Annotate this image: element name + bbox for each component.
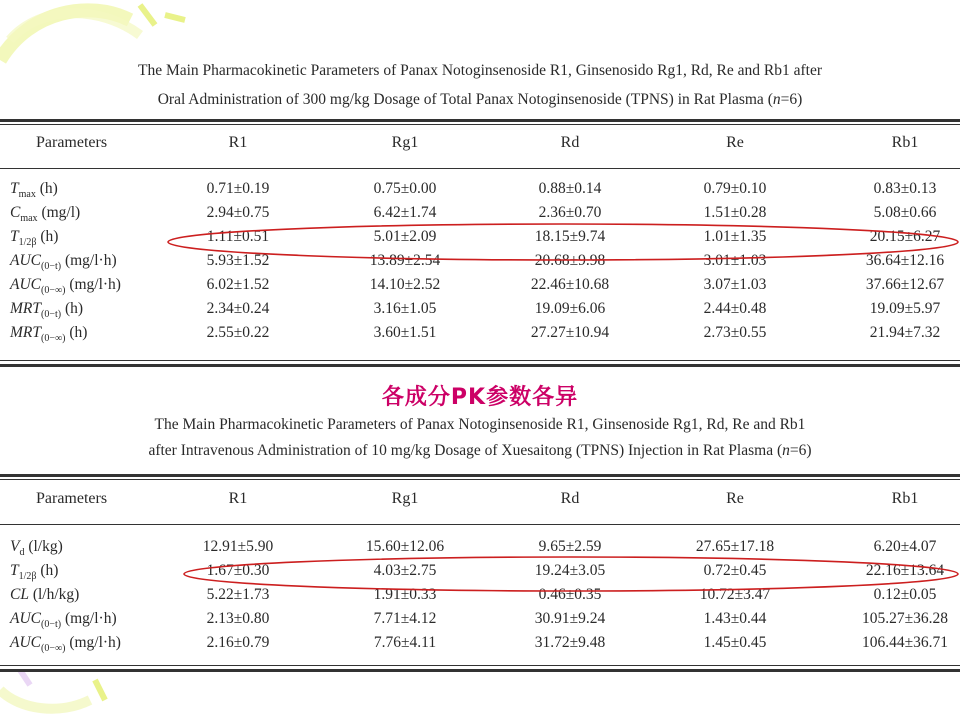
parameter-label: $C_{max}$ (mg/l) <box>10 204 81 225</box>
table-cell: 14.10±2.52 <box>369 276 441 293</box>
table-row <box>0 610 960 634</box>
parameter-label: $AUC_{(0-\infty)}$ (mg/l·h) <box>10 276 121 297</box>
header-re: Re <box>726 134 744 151</box>
table-cell: 0.79±0.10 <box>703 180 767 197</box>
table-cell: 19.09±5.97 <box>869 300 941 317</box>
table-cell: 13.89±2.54 <box>369 252 441 269</box>
table-cell: 19.24±3.05 <box>534 562 606 579</box>
table-cell: 6.02±1.52 <box>206 276 270 293</box>
table-row <box>0 538 960 562</box>
table-cell: 2.36±0.70 <box>538 204 602 221</box>
table2-bottom-rule-outer <box>0 669 960 672</box>
table-cell: 27.27±10.94 <box>530 324 610 341</box>
table-cell: 2.34±0.24 <box>206 300 270 317</box>
table-cell: 2.94±0.75 <box>206 204 270 221</box>
table-cell: 3.60±1.51 <box>373 324 437 341</box>
table-cell: 4.03±2.75 <box>373 562 437 579</box>
table-cell: 5.22±1.73 <box>206 586 270 603</box>
parameter-label: $AUC_{(0-t)}$ (mg/l·h) <box>10 610 117 631</box>
table-row <box>0 562 960 586</box>
table-cell: 2.73±0.55 <box>703 324 767 341</box>
table-row <box>0 252 960 276</box>
table-cell: 15.60±12.06 <box>365 538 445 555</box>
table1-caption-line2: Oral Administration of 300 mg/kg Dosage of Total Panax Notoginsenoside (TPNS) in Rat Plasma (n=6) <box>157 91 803 108</box>
header-r1: R1 <box>228 134 248 151</box>
header-rg1: Rg1 <box>391 490 419 507</box>
parameter-label: $V_d$ (l/kg) <box>10 538 63 559</box>
parameter-label: $T_{1/2\beta}$ (h) <box>10 562 59 583</box>
table-cell: 22.16±13.64 <box>865 562 945 579</box>
table-cell: 3.07±1.03 <box>703 276 767 293</box>
parameter-label: $MRT_{(0-t)}$ (h) <box>10 300 84 321</box>
table-cell: 0.75±0.00 <box>373 180 437 197</box>
table-row <box>0 276 960 300</box>
table-row <box>0 586 960 610</box>
table-cell: 6.42±1.74 <box>373 204 437 221</box>
table-cell: 19.09±6.06 <box>534 300 606 317</box>
table-cell: 0.83±0.13 <box>873 180 937 197</box>
table2-bottom-rule <box>0 665 960 666</box>
table-cell: 1.51±0.28 <box>703 204 767 221</box>
table2-caption-line1: The Main Pharmacokinetic Parameters of Panax Notoginsenoside R1, Ginsenoside Rg1, Rd, Re and Rb1 <box>154 416 806 433</box>
header-rb1: Rb1 <box>891 134 919 151</box>
parameter-label: CL (l/h/kg) <box>10 586 80 603</box>
header-re: Re <box>726 490 744 507</box>
table-cell: 1.11±0.51 <box>206 228 270 245</box>
table-cell: 0.46±0.35 <box>538 586 602 603</box>
table1-header-row <box>0 134 960 158</box>
table-row <box>0 204 960 228</box>
table-row <box>0 300 960 324</box>
header-rd: Rd <box>560 490 580 507</box>
table-cell: 21.94±7.32 <box>869 324 941 341</box>
table-cell: 31.72±9.48 <box>534 634 606 651</box>
header-r1: R1 <box>228 490 248 507</box>
table-row <box>0 180 960 204</box>
table-cell: 1.45±0.45 <box>703 634 767 651</box>
table-cell: 12.91±5.90 <box>202 538 274 555</box>
table1-top-rule <box>0 119 960 122</box>
table-cell: 105.27±36.28 <box>861 610 948 627</box>
header-parameters: Parameters <box>36 490 108 507</box>
header-parameters: Parameters <box>36 134 108 151</box>
table1-bottom-rule <box>0 360 960 361</box>
corner-decoration-bottom <box>0 670 140 720</box>
table-cell: 36.64±12.16 <box>865 252 945 269</box>
table-cell: 10.72±3.47 <box>699 586 771 603</box>
table-cell: 20.15±6.27 <box>869 228 941 245</box>
table-cell: 30.91±9.24 <box>534 610 606 627</box>
table-cell: 2.44±0.48 <box>703 300 767 317</box>
table-cell: 1.67±0.30 <box>206 562 270 579</box>
banner-text: 各成分PK参数各异 <box>381 385 579 410</box>
table1-caption-line1: The Main Pharmacokinetic Parameters of Panax Notoginsenoside R1, Ginsenosido Rg1, Rd, Re and Rb1 after <box>137 62 823 79</box>
table2-top-rule-inner <box>0 479 960 480</box>
table-cell: 2.16±0.79 <box>206 634 270 651</box>
header-rg1: Rg1 <box>391 134 419 151</box>
parameter-label: $MRT_{(0-\infty)}$ (h) <box>10 324 88 345</box>
table-cell: 5.08±0.66 <box>873 204 937 221</box>
table-cell: 1.91±0.33 <box>373 586 437 603</box>
table-row <box>0 324 960 348</box>
table-row <box>0 634 960 658</box>
table-cell: 7.76±4.11 <box>373 634 437 651</box>
table2-header-row <box>0 490 960 514</box>
table-cell: 7.71±4.12 <box>373 610 437 627</box>
table1-header-rule <box>0 168 960 169</box>
header-rd: Rd <box>560 134 580 151</box>
parameter-label: $AUC_{(0-t)}$ (mg/l·h) <box>10 252 117 273</box>
table-row <box>0 228 960 252</box>
table-cell: 27.65±17.18 <box>695 538 775 555</box>
table-cell: 5.01±2.09 <box>373 228 437 245</box>
table-cell: 0.12±0.05 <box>873 586 937 603</box>
table-cell: 5.93±1.52 <box>206 252 270 269</box>
parameter-label: $T_{1/2\beta}$ (h) <box>10 228 59 249</box>
table-cell: 2.55±0.22 <box>206 324 270 341</box>
table2-caption-line2: after Intravenous Administration of 10 mg/kg Dosage of Xuesaitong (TPNS) Injection in Rat Plasma (n=6) <box>148 442 812 459</box>
table1-top-rule-inner <box>0 124 960 125</box>
table-cell: 6.20±4.07 <box>873 538 937 555</box>
table-cell: 9.65±2.59 <box>538 538 602 555</box>
parameter-label: $AUC_{(0-\infty)}$ (mg/l·h) <box>10 634 121 655</box>
parameter-label: $T_{max}$ (h) <box>10 180 58 201</box>
table-cell: 0.72±0.45 <box>703 562 767 579</box>
table-cell: 3.16±1.05 <box>373 300 437 317</box>
table2-top-rule <box>0 474 960 477</box>
table-cell: 20.68±9.98 <box>534 252 606 269</box>
table-cell: 0.88±0.14 <box>538 180 602 197</box>
table-cell: 18.15±9.74 <box>534 228 606 245</box>
table-cell: 106.44±36.71 <box>861 634 948 651</box>
table-cell: 1.01±1.35 <box>703 228 767 245</box>
table-cell: 2.13±0.80 <box>206 610 270 627</box>
table-cell: 3.01±1.03 <box>703 252 767 269</box>
table2-header-rule <box>0 524 960 525</box>
header-rb1: Rb1 <box>891 490 919 507</box>
table-cell: 1.43±0.44 <box>703 610 767 627</box>
table-cell: 22.46±10.68 <box>530 276 610 293</box>
table1-bottom-rule-outer <box>0 364 960 367</box>
table-cell: 0.71±0.19 <box>206 180 270 197</box>
table-cell: 37.66±12.67 <box>865 276 945 293</box>
